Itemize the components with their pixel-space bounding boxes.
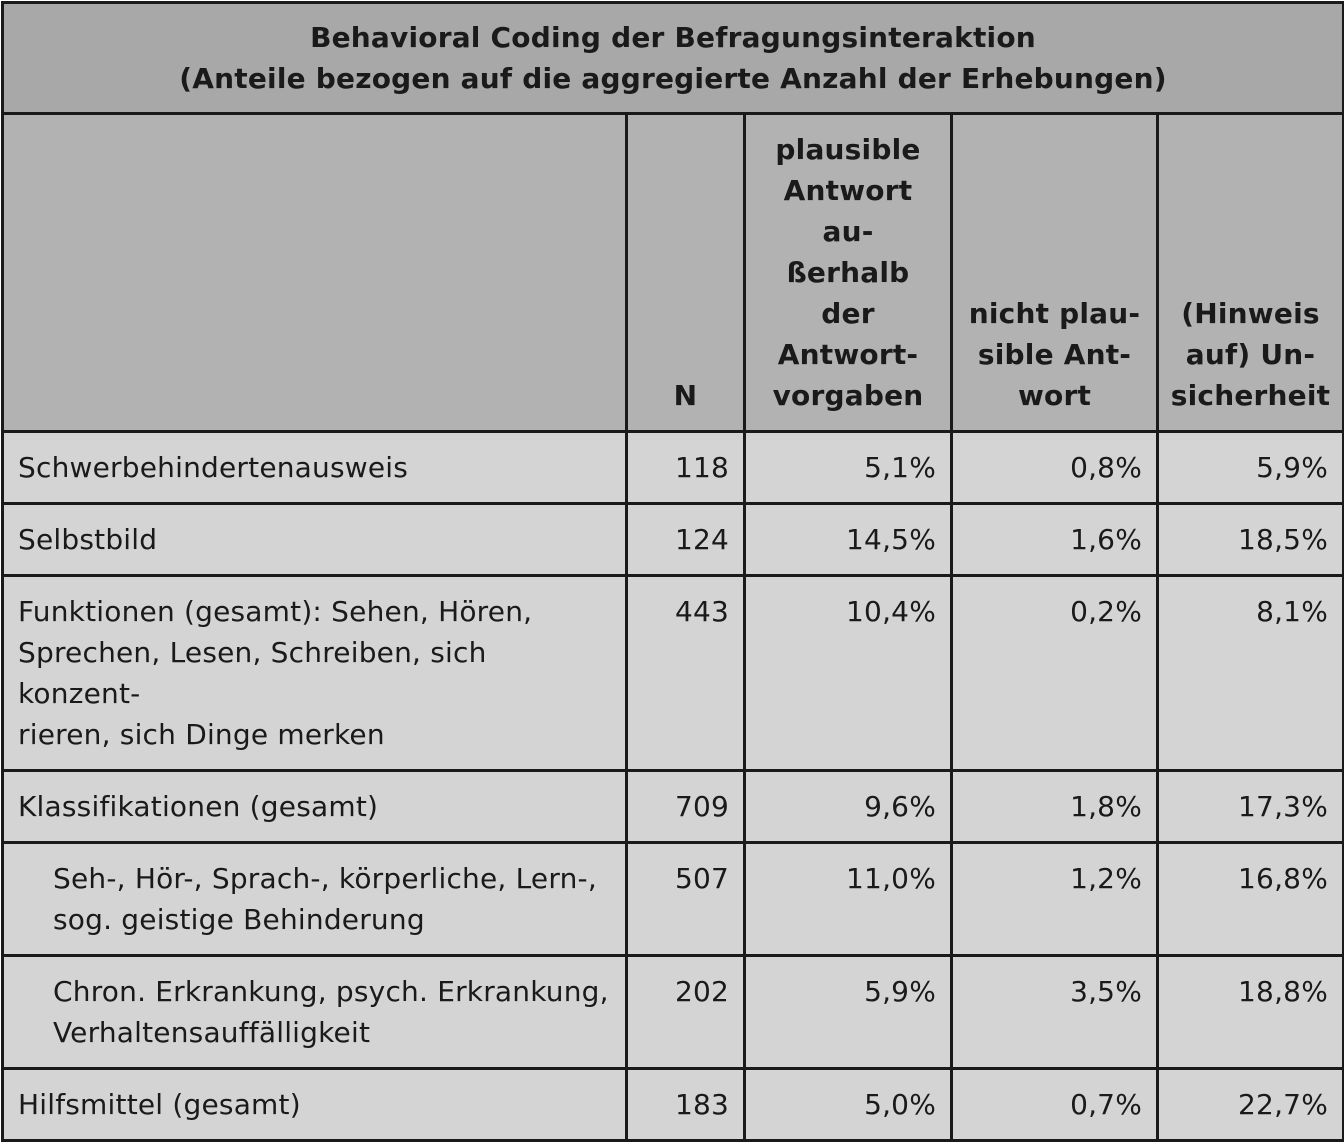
- cell-uncertainty: 16,8%: [1158, 843, 1344, 956]
- table-row: [3, 843, 1344, 956]
- header-n-text: N: [673, 379, 698, 412]
- cell-not-plausible: 0,7%: [952, 1069, 1158, 1141]
- behavioral-coding-table-container: [1, 1, 1342, 1121]
- row-label: [3, 1069, 627, 1141]
- header-not-plausible-text: nicht plau- sible Ant- wort: [968, 297, 1141, 412]
- header-uncertainty: [1158, 114, 1344, 432]
- column-header-row: [3, 114, 1344, 432]
- header-plausible-outside-text: plausible Antwort au- ßerhalb der Antwort- vorgaben: [772, 133, 924, 412]
- header-uncertainty-text: (Hinweis auf) Un- sicherheit: [1170, 297, 1331, 412]
- cell-plausible-outside: 14,5%: [745, 504, 952, 576]
- cell-plausible-outside: 11,0%: [745, 843, 952, 956]
- cell-uncertainty: 5,9%: [1158, 432, 1344, 504]
- row-label-text: Selbstbild: [18, 523, 158, 556]
- row-label: [3, 504, 627, 576]
- cell-not-plausible: 1,6%: [952, 504, 1158, 576]
- cell-plausible-outside: 5,9%: [745, 956, 952, 1069]
- table-title-line-1: Behavioral Coding der Befragungsinteraktion: [310, 21, 1036, 54]
- cell-plausible-outside: 5,0%: [745, 1069, 952, 1141]
- cell-uncertainty: 18,8%: [1158, 956, 1344, 1069]
- row-label: [3, 771, 627, 843]
- cell-plausible-outside: 5,1%: [745, 432, 952, 504]
- row-label-text: Klassifikationen (gesamt): [18, 790, 379, 823]
- behavioral-coding-table: [1, 1, 1344, 1142]
- cell-uncertainty: 8,1%: [1158, 576, 1344, 771]
- row-label-text: Schwerbehindertenausweis: [18, 451, 409, 484]
- header-not-plausible: [952, 114, 1158, 432]
- table-title-row: [3, 3, 1344, 114]
- cell-not-plausible: 0,2%: [952, 576, 1158, 771]
- row-label-text: Hilfsmittel (gesamt): [18, 1088, 301, 1121]
- row-label: [3, 576, 627, 771]
- row-label: [3, 956, 627, 1069]
- cell-not-plausible: 1,8%: [952, 771, 1158, 843]
- table-row: [3, 956, 1344, 1069]
- cell-n: 443: [627, 576, 745, 771]
- cell-n: 183: [627, 1069, 745, 1141]
- table-title-line-2: (Anteile bezogen auf die aggregierte Anzahl der Erhebungen): [179, 62, 1167, 95]
- cell-n: 118: [627, 432, 745, 504]
- cell-uncertainty: 17,3%: [1158, 771, 1344, 843]
- cell-uncertainty: 22,7%: [1158, 1069, 1344, 1141]
- row-label-text: Funktionen (gesamt): Sehen, Hören, Sprechen, Lesen, Schreiben, sich konzent- rieren, sich Dinge merken: [18, 595, 533, 751]
- cell-n: 507: [627, 843, 745, 956]
- header-plausible-outside: [745, 114, 952, 432]
- cell-n: 709: [627, 771, 745, 843]
- cell-plausible-outside: 10,4%: [745, 576, 952, 771]
- cell-uncertainty: 18,5%: [1158, 504, 1344, 576]
- table-row: [3, 504, 1344, 576]
- cell-not-plausible: 3,5%: [952, 956, 1158, 1069]
- row-label: [3, 843, 627, 956]
- cell-n: 124: [627, 504, 745, 576]
- header-n: [627, 114, 745, 432]
- row-label: [3, 432, 627, 504]
- header-label-column: [3, 114, 627, 432]
- cell-not-plausible: 0,8%: [952, 432, 1158, 504]
- row-label-text: Seh-, Hör-, Sprach-, körperliche, Lern-, sog. geistige Behinderung: [53, 862, 597, 936]
- table-title: [3, 3, 1344, 114]
- cell-not-plausible: 1,2%: [952, 843, 1158, 956]
- table-row: [3, 1069, 1344, 1141]
- cell-plausible-outside: 9,6%: [745, 771, 952, 843]
- cell-n: 202: [627, 956, 745, 1069]
- table-row: [3, 576, 1344, 771]
- table-row: [3, 771, 1344, 843]
- table-row: [3, 432, 1344, 504]
- row-label-text: Chron. Erkrankung, psych. Erkrankung, Verhaltensauffälligkeit: [53, 975, 609, 1049]
